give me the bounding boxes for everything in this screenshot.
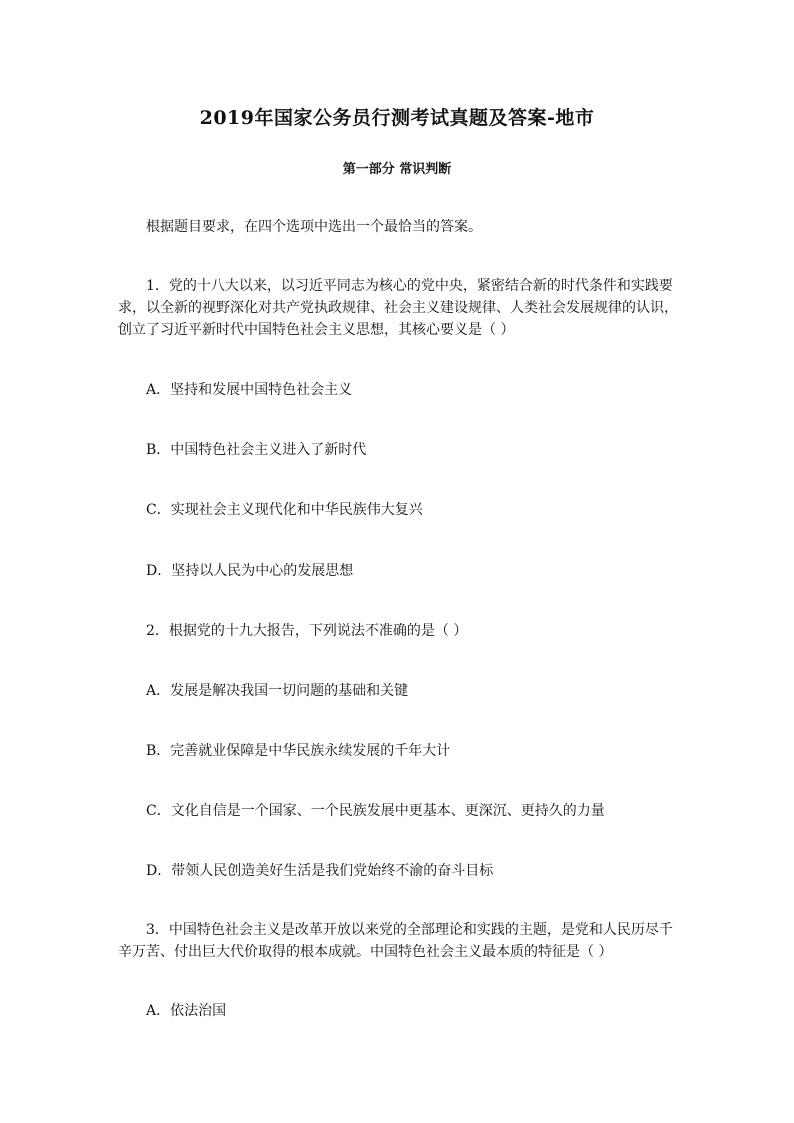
question-2-option-d: D．带领人民创造美好生活是我们党始终不渝的奋斗目标 bbox=[146, 863, 494, 879]
section-heading: 第一部分 常识判断 bbox=[342, 162, 452, 177]
instruction-text: 根据题目要求，在四个选项中选出一个最恰当的答案。 bbox=[146, 219, 482, 235]
question-3-option-a: A．依法治国 bbox=[146, 1003, 227, 1019]
question-2-stem: 2．根据党的十九大报告，下列说法不准确的是（ ） bbox=[146, 623, 468, 639]
question-2-option-a: A．发展是解决我国一切问题的基础和关键 bbox=[146, 683, 409, 699]
question-3-stem: 3．中国特色社会主义是改革开放以来党的全部理论和实践的主题，是党和人民历尽千辛万苦、付出巨大代价取得的根本成就。中国特色社会主义最本质的特征是（ ） bbox=[118, 922, 673, 960]
question-1-option-a: A．坚持和发展中国特色社会主义 bbox=[146, 382, 353, 398]
question-1-option-c: C．实现社会主义现代化和中华民族伟大复兴 bbox=[146, 502, 423, 518]
question-1-option-d: D．坚持以人民为中心的发展思想 bbox=[146, 563, 354, 579]
question-1-stem: 1．党的十八大以来，以习近平同志为核心的党中央，紧密结合新的时代条件和实践要求，以全新的视野深化对共产党执政规律、社会主义建设规律、人类社会发展规律的认识，创立了习近平新时代中国特色社会主义思想，其核心要义是（ ） bbox=[118, 278, 678, 338]
question-2-option-b: B．完善就业保障是中华民族永续发展的千年大计 bbox=[146, 743, 451, 759]
question-2-option-c: C．文化自信是一个国家、一个民族发展中更基本、更深沉、更持久的力量 bbox=[146, 803, 605, 819]
document-title: 2019年国家公务员行测考试真题及答案-地市 bbox=[199, 107, 595, 129]
question-1-option-b: B．中国特色社会主义进入了新时代 bbox=[146, 442, 367, 458]
